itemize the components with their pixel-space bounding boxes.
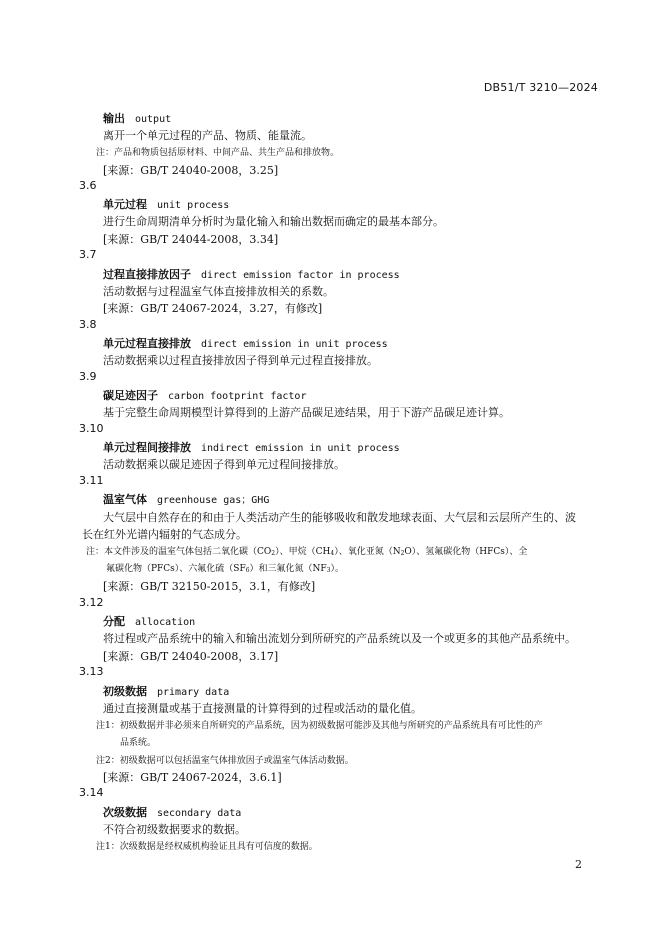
page-number: 2 xyxy=(575,858,582,871)
term-en: output xyxy=(135,114,172,125)
document-code: DB51/T 3210—2024 xyxy=(483,81,598,94)
term-zh: 输出 xyxy=(103,112,125,125)
